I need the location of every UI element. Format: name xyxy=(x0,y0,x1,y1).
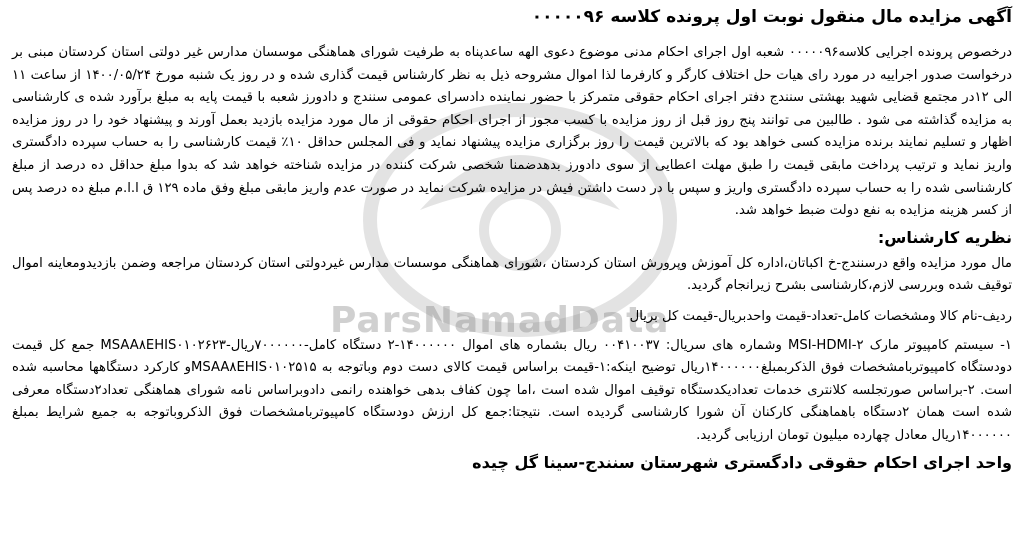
page-title: آگهی مزایده مال منقول نوبت اول پرونده کلاسه ۰۰۰۰۰۹۶ xyxy=(531,7,1012,27)
auction-paragraph: درخصوص پرونده اجرایی کلاسه۰۰۰۰۰۹۶ شعبه اول اجرای احکام مدنی موضوع دعوی الهه ساعدپناه به طرفیت شورای هماهنگی موسسان مدارس غیر دولتی استان کردستان مبنی بر درخواست صدور اجراییه در مورد رای هیات حل اختلاف کارگر و کارفرما لذا اموال مشروحه ذیل به نظر کارشناس قیمت گذاری شده و در روز یک شنبه مورخ ۱۴۰۰/۰۵/۲۴ از ساعت ۱۱ الی ۱۲در مجتمع قضایی شهید بهشتی سنندج دفتر اجرای احکام حقوقی متمرکز با حضور نماینده دادسرای عمومی سنندج و دادورز شعبه با قیمت پایه به مبلغ برآورد شده ی کارشناسی به مزایده گذاشته می شود . طالبین می توانند پنج روز قبل از روز مزایده با کسب مجوز از اجرای احکام حقوقی از مال مورد مزایده بازدید بعمل آورند و پیشنهاد خود را در روز مزایده اظهار و تسلیم نمایند برنده مزایده کسی خواهد بود که بالاترین قیمت را روز برگزاری مزایده پیشنهاد نماید و فی المجلس حداقل ۱۰٪ قیمت کارشناسی را به حساب سپرده دادگستری واریز نماید و ترتیب پرداخت مابقی قیمت را طبق مهلت اعطایی از سوی دادورز بدهدضمنا شخصی شرکت کننده در مزایده شناخته خواهد شد که بدوا مبلغ حداقل ده درصد از مبلغ کارشناسی شده را به حساب سپرده دادگستری واریز و سپس با در دست داشتن فیش در مزایده شرکت نماید در صورت عدم واریز مابقی مبلغ وفق ماده ۱۲۹ ق ا.ا.م مبلغ ده درصد پس از کسر هزینه مزایده به نفع دولت ضبط خواهد شد. xyxy=(12,45,1012,219)
watermark-text: ParsNamadData xyxy=(330,300,670,341)
footer-signature: واحد اجرای احکام حقوقی دادگستری شهرستان سنندج-سینا گل چیده xyxy=(472,452,1012,472)
expert-paragraph: مال مورد مزایده واقع درسنندج-خ اکباتان،اداره کل آموزش وپرورش استان کردستان ،شورای هماهنگی موسسات مدارس غیردولتی استان کردستان مراجعه وضمن بازدیدومعاینه اموال توقیف شده وبررسی لازم،کارشناسی بشرح زیرانجام گردید. xyxy=(12,255,1012,294)
items-paragraph: ۱- سیستم کامپیوتر مارک MSI-HDMI-۲ وشماره های سریال: ۰۰۴۱۰۰۳۷ ریال بشماره های اموال ۱۴۰۰۰۰۰۰-۲ دستگاه کامل-۷۰۰۰۰۰۰ریال-MSAA۸EHIS۰۱۰۲۶۲۳ جمع کل قیمت دودستگاه کامپیوتربامشخصات فوق الذکربمبلغ۱۴۰۰۰۰۰۰ریال توضیح اینکه:۱-قیمت براساس قیمت کالای دست دوم وباتوجه به MSAA۸EHIS۰۱۰۲۵۱۵و کارکرد دستگاهها محاسبه شده است. ۲-براساس صورتجلسه کلانتری خدمات تعدادیکدستگاه توقیف اموال شده است ،اما چون کفاف بدهی خواهنده رانمی دادوبراساس نامه شورای هماهنگی تعداد۲دستگاه معرفی شده است همان ۲دستگاه باهماهنگی کارکنان آن شورا کارشناسی گردیده است. نتیجتا:جمع کل ارزش دودستگاه کامپیوتربامشخصات فوق الذکروباتوجه به جمیع شرایط بمبلغ ۱۴۰۰۰۰۰۰ریال معادل چهارده میلیون تومان ارزیابی گردید. xyxy=(12,337,1012,443)
columns-line: ردیف-نام کالا ومشخصات کامل-تعداد-قیمت واحدبریال-قیمت کل بریال xyxy=(629,308,1012,324)
expert-opinion-heading: نظریه کارشناس: xyxy=(877,227,1012,247)
